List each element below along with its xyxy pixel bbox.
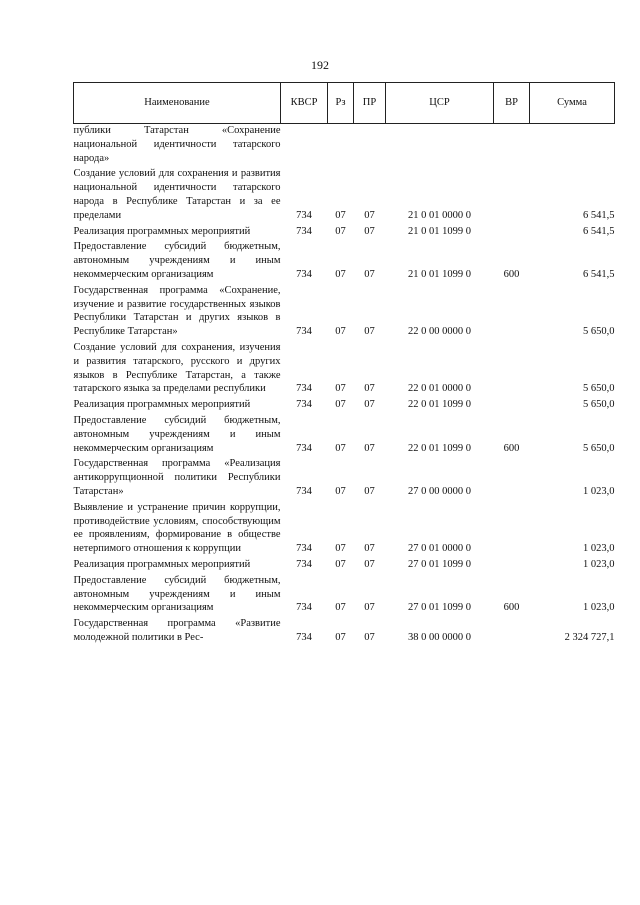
- row-kvsr: 734: [296, 485, 312, 497]
- row-sum: 5 650,0: [583, 399, 615, 411]
- row-pr: 07: [364, 225, 375, 237]
- row-name: Реализация программных мероприятий: [73, 225, 251, 237]
- row-sum: 5 650,0: [583, 442, 615, 454]
- row-csr: 21 0 01 0000 0: [408, 209, 471, 221]
- row-pr: 07: [364, 399, 375, 411]
- row-pr: 07: [364, 631, 375, 643]
- row-sum: 1 023,0: [583, 602, 615, 614]
- row-rz: 07: [335, 558, 346, 570]
- table-header-row: [74, 83, 615, 124]
- row-rz: 07: [335, 326, 346, 338]
- row-pr: 07: [364, 543, 375, 555]
- row-vr: [494, 457, 530, 500]
- table-row: [74, 457, 615, 500]
- row-pr: 07: [364, 442, 375, 454]
- row-name: Предоставление субсидий бюджетным, автономным учреждениям и иным некоммерческим организациям: [73, 241, 281, 280]
- row-vr: [494, 501, 530, 558]
- row-name: Реализация программных мероприятий: [73, 558, 251, 570]
- row-csr: 21 0 01 1099 0: [408, 225, 471, 237]
- row-pr: 07: [364, 602, 375, 614]
- row-name: Государственная программа «Развитие молодежной политики в Рес-: [73, 618, 281, 643]
- row-pr: 07: [364, 558, 375, 570]
- row-name: Создание условий для сохранения и развития национальной идентичности татарского народа в Республике Татарстан и за ее пределами: [73, 168, 281, 221]
- row-sum: 5 650,0: [583, 326, 615, 338]
- row-sum: 6 541,5: [583, 268, 615, 280]
- row-sum: 1 023,0: [583, 485, 615, 497]
- row-kvsr: 734: [296, 326, 312, 338]
- row-kvsr: 734: [296, 268, 312, 280]
- header-sum: Сумма: [530, 83, 615, 124]
- row-rz: 07: [335, 225, 346, 237]
- row-name: Предоставление субсидий бюджетным, автономным учреждениям и иным некоммерческим организациям: [73, 414, 281, 454]
- row-pr: 07: [364, 383, 375, 395]
- row-vr: [494, 225, 530, 241]
- table-row: [74, 558, 615, 574]
- table-row: [74, 284, 615, 341]
- row-csr: 21 0 01 1099 0: [408, 268, 471, 280]
- row-rz: 07: [335, 602, 346, 614]
- row-csr: 22 0 01 1099 0: [408, 399, 471, 411]
- row-vr: [494, 124, 530, 168]
- row-sum: 5 650,0: [583, 383, 615, 395]
- row-vr: [494, 558, 530, 574]
- row-pr: 07: [364, 326, 375, 338]
- table-row: [74, 341, 615, 398]
- header-name: Наименование: [74, 83, 281, 124]
- row-rz: 07: [335, 631, 346, 643]
- row-kvsr: 734: [296, 225, 312, 237]
- row-sum: 1 023,0: [583, 558, 615, 570]
- row-kvsr: 734: [296, 399, 312, 411]
- row-name: Выявление и устранение причин коррупции, противодействие условиям, способствующим ее проявлениям, формирование в обществе нетерпимого отношения к коррупции: [73, 501, 281, 555]
- row-name: публики Татарстан «Сохранение национальной идентичности татарского народа»: [73, 125, 281, 164]
- row-name: Предоставление субсидий бюджетным, автономным учреждениям и иным некоммерческим организациям: [73, 574, 281, 614]
- row-csr: 27 0 01 1099 0: [408, 558, 471, 570]
- row-kvsr: 734: [296, 209, 312, 221]
- row-vr: 600: [503, 442, 520, 454]
- row-vr: [494, 398, 530, 414]
- row-rz: 07: [335, 383, 346, 395]
- row-vr: [494, 284, 530, 341]
- row-rz: 07: [335, 268, 346, 280]
- row-rz: 07: [335, 543, 346, 555]
- row-rz: 07: [335, 442, 346, 454]
- row-csr: 22 0 00 0000 0: [408, 326, 471, 338]
- row-name: Государственная программа «Сохранение, изучение и развитие государственных языков Республики Татарстан и других языков в Республике Татарстан»: [73, 284, 281, 338]
- row-vr: 600: [503, 602, 520, 614]
- row-kvsr: 734: [296, 558, 312, 570]
- table-row: [74, 617, 615, 647]
- row-csr: 27 0 01 0000 0: [408, 543, 471, 555]
- row-pr: 07: [364, 209, 375, 221]
- row-rz: 07: [335, 399, 346, 411]
- page-number: 192: [311, 58, 329, 72]
- header-vr: ВР: [494, 83, 530, 124]
- row-csr: 38 0 00 0000 0: [408, 631, 471, 643]
- row-name: Государственная программа «Реализация антикоррупционной политики Республики Татарстан»: [73, 458, 281, 497]
- row-sum: 2 324 727,1: [564, 631, 615, 643]
- row-csr: 22 0 01 0000 0: [408, 383, 471, 395]
- row-name: Реализация программных мероприятий: [73, 399, 251, 411]
- row-name: Создание условий для сохранения, изучения и развития татарского, русского и других языков в Республике Татарстан, а также татарского языка за пределами республики: [73, 341, 281, 395]
- table-row: [74, 398, 615, 414]
- row-csr: 22 0 01 1099 0: [408, 442, 471, 454]
- row-pr: 07: [364, 485, 375, 497]
- row-sum: 1 023,0: [583, 543, 615, 555]
- header-rz: Рз: [328, 83, 354, 124]
- row-sum: [530, 124, 615, 168]
- row-kvsr: 734: [296, 602, 312, 614]
- header-kvsr: КВСР: [281, 83, 328, 124]
- row-kvsr: [281, 124, 328, 168]
- table-row: [74, 414, 615, 457]
- row-kvsr: 734: [296, 543, 312, 555]
- row-rz: [328, 124, 354, 168]
- table-row: [74, 124, 615, 168]
- row-kvsr: 734: [296, 442, 312, 454]
- table-row: [74, 574, 615, 617]
- row-csr: [386, 124, 494, 168]
- table-row: [74, 240, 615, 283]
- row-csr: 27 0 00 0000 0: [408, 485, 471, 497]
- row-csr: 27 0 01 1099 0: [408, 602, 471, 614]
- row-vr: [494, 617, 530, 647]
- budget-table: [73, 82, 615, 647]
- row-sum: 6 541,5: [583, 209, 615, 221]
- header-pr: ПР: [354, 83, 386, 124]
- table-row: [74, 225, 615, 241]
- row-sum: 6 541,5: [583, 225, 615, 237]
- row-kvsr: 734: [296, 383, 312, 395]
- table-row: [74, 501, 615, 558]
- row-vr: [494, 341, 530, 398]
- row-pr: 07: [364, 268, 375, 280]
- row-vr: 600: [503, 268, 520, 280]
- row-vr: [494, 167, 530, 224]
- table-row: [74, 167, 615, 224]
- row-pr: [354, 124, 386, 168]
- row-rz: 07: [335, 485, 346, 497]
- row-rz: 07: [335, 209, 346, 221]
- row-kvsr: 734: [296, 631, 312, 643]
- header-csr: ЦСР: [386, 83, 494, 124]
